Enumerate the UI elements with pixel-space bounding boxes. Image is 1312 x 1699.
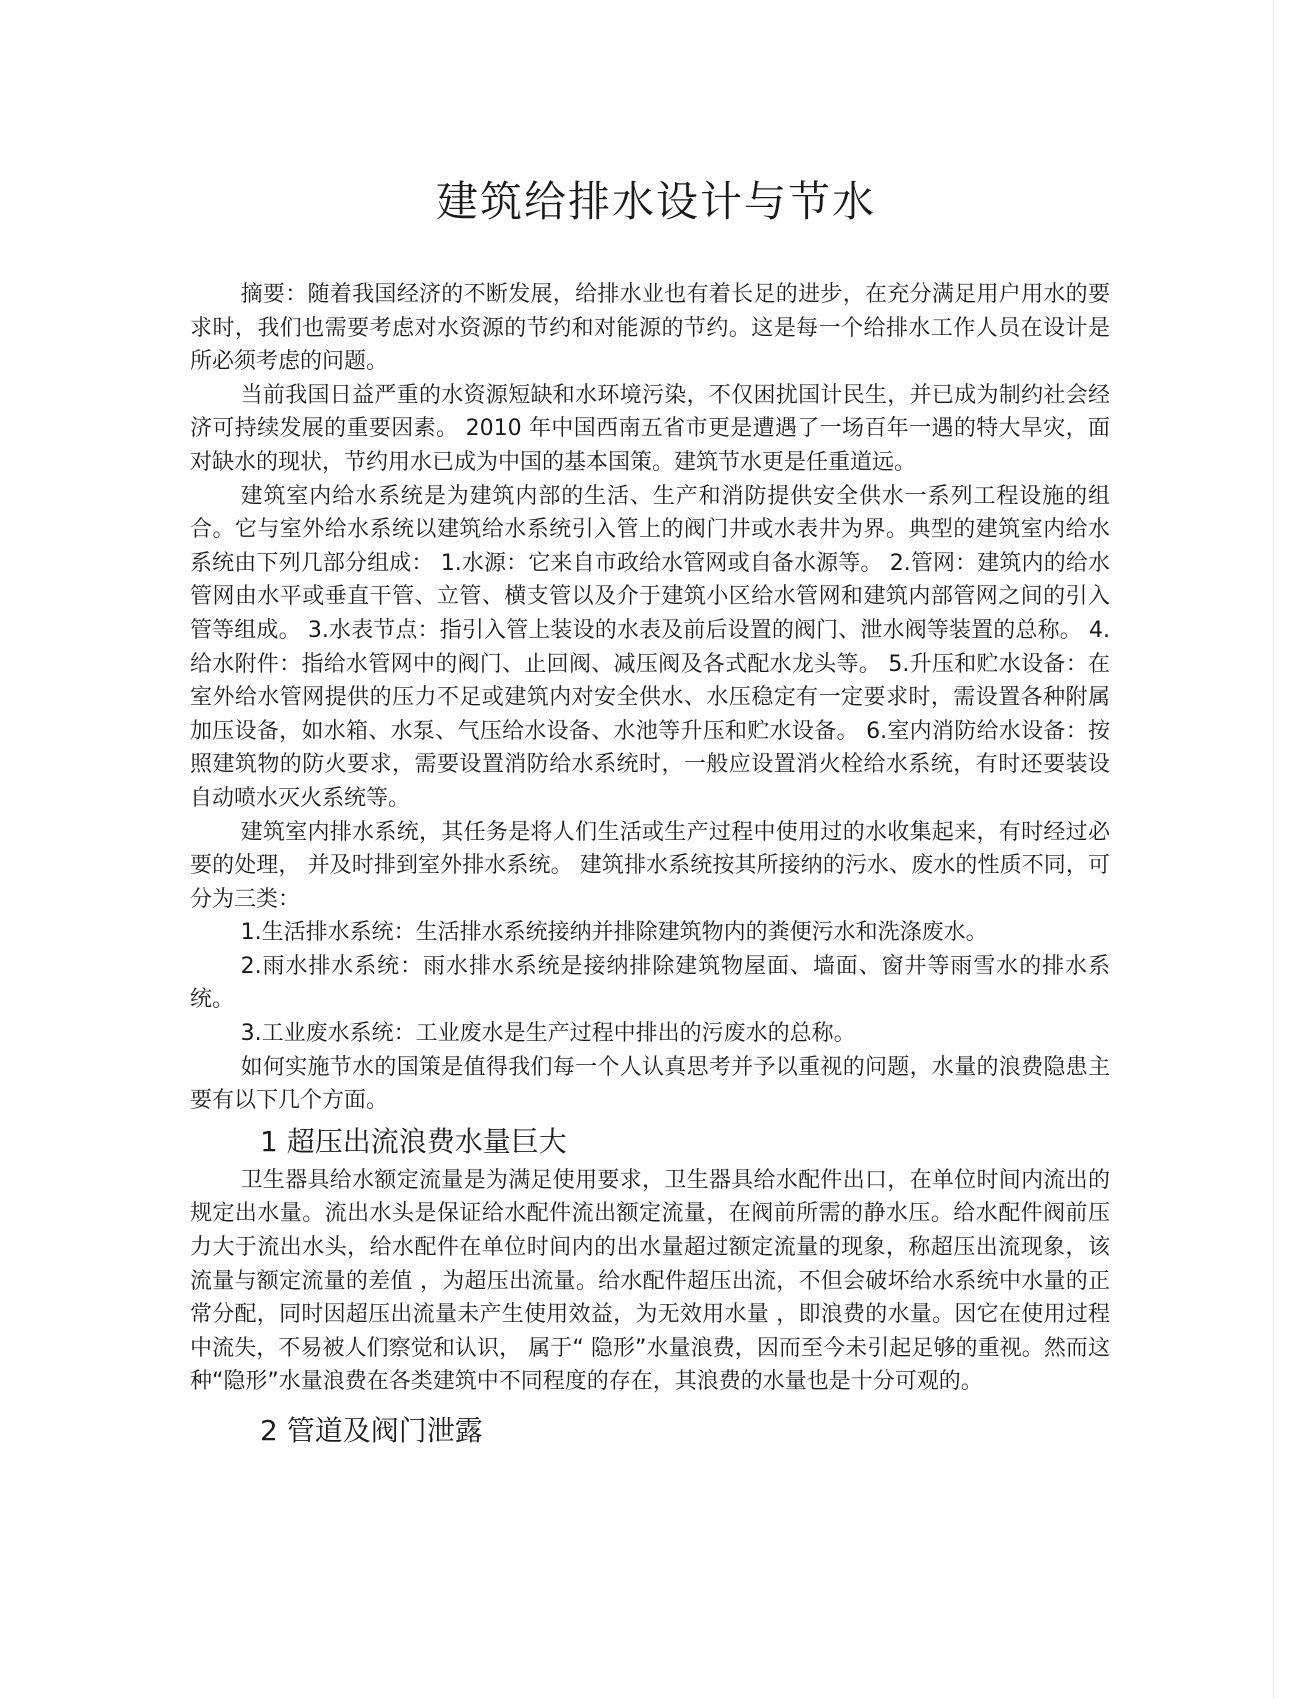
page-edge-line <box>1273 0 1274 1699</box>
document-title: 建筑给排水设计与节水 <box>435 177 876 226</box>
section-heading-overpressure: 1 超压出流浪费水量巨大 <box>260 1124 567 1158</box>
list-item-domestic-drainage: 1.生活排水系统：生活排水系统接纳并排除建筑物内的粪便污水和洗涤废水。 <box>240 920 988 946</box>
paragraph-water-supply-system: 建筑室内给水系统是为建筑内部的生活、生产和消防提供安全供水一系列工程设施的组合。它与室外给水系统以建筑给水系统引入管上的阀门井或水表井为界。典型的建筑室内给水系统由下列几部分组成： 1.水源：它来自市政给水管网或自备水源等。 2.管网：建筑内的给水管网由水平或垂直干管、立管、横支管以及介于建筑小区给水管网和建筑内部管网之间的引入管等组成。 3.水表节点：指引入管上装设的水表及前后设置的阀门、泄水阀等装置的总称。 4.给水附件：指给水管网中的阀门、止回阀、减压阀及各式配水龙头等。 5.升压和贮水设备：在室外给水管网提供的压力不足或建筑内对安全供水、水压稳定有一定要求时，需设置各种附属加压设备，如水箱、水泵、气压给水设备、水池等升压和贮水设备。 6.室内消防给水设备：按照建筑物的防火要求，需要设置消防给水系统时，一般应设置消火栓给水系统，有时还要装设自动喷水灭火系统等。 <box>190 483 1110 811</box>
list-item-rainwater-drainage: 2.雨水排水系统：雨水排水系统是接纳排除建筑物屋面、墙面、窗井等雨雪水的排水系统。 <box>190 953 1110 1013</box>
paragraph-water-shortage: 当前我国日益严重的水资源短缺和水环境污染，不仅困扰国计民生，并已成为制约社会经济可持续发展的重要因素。 2010 年中国西南五省市更是遭遇了一场百年一遇的特大旱灾，面对缺水的现状，节约用水已成为中国的基本国策。建筑节水更是任重道远。 <box>190 382 1110 475</box>
paragraph-overpressure-outflow: 卫生器具给水额定流量是为满足使用要求，卫生器具给水配件出口，在单位时间内流出的规定出水量。流出水头是保证给水配件流出额定流量，在阀前所需的静水压。给水配件阀前压力大于流出水头，给水配件在单位时间内的出水量超过额定流量的现象，称超压出流现象，该流量与额定流量的差值 ，为超压出流量。给水配件超压出流，不但会破坏给水系统中水量的正常分配，同时因超压出流量未产生使用效益，为无效用水量 ，即浪费的水量。因它在使用过程中流失，不易被人们察觉和认识， 属于“ 隐形”水量浪费，因而至今未引起足够的重视。然而这种“隐形”水量浪费在各类建筑中不同程度的存在，其浪费的水量也是十分可观的。 <box>190 1167 1110 1395</box>
list-item-industrial-wastewater: 3.工业废水系统：工业废水是生产过程中排出的污废水的总称。 <box>240 1021 856 1047</box>
section-heading-leakage: 2 管道及阀门泄露 <box>260 1414 483 1447</box>
document-body <box>190 278 1110 1453</box>
abstract-paragraph: 摘要：随着我国经济的不断发展，给排水业也有着长足的进步，在充分满足用户用水的要求时，我们也需要考虑对水资源的节约和对能源的节约。这是每一个给排水工作人员在设计是所必须考虑的问题。 <box>190 282 1110 375</box>
paragraph-drainage-system: 建筑室内排水系统，其任务是将人们生活或生产过程中使用过的水收集起来，有时经过必要的处理， 并及时排到室外排水系统。 建筑排水系统按其所接纳的污水、废水的性质不同，可分为三类： <box>190 819 1110 912</box>
paragraph-water-saving-policy: 如何实施节水的国策是值得我们每一个人认真思考并予以重视的问题，水量的浪费隐患主要有以下几个方面。 <box>190 1054 1110 1114</box>
